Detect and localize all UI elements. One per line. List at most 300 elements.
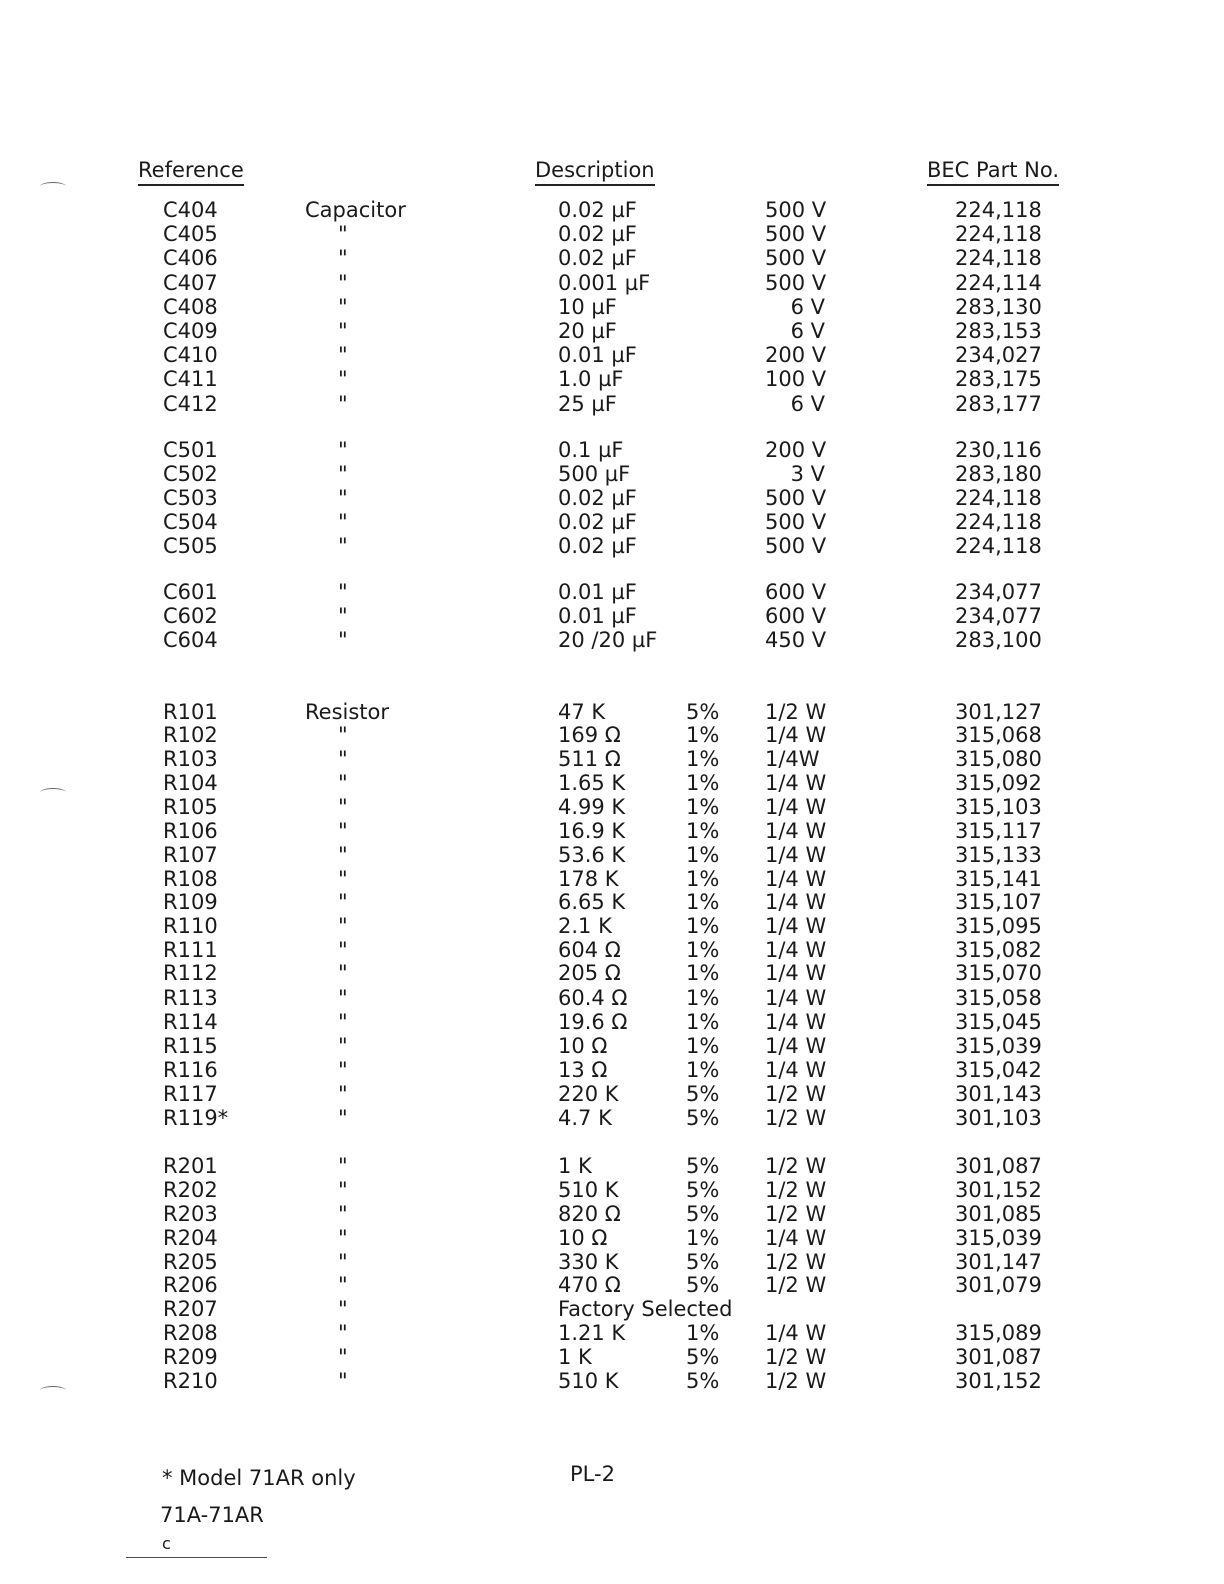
part-row — [0, 246, 1224, 270]
part-wattage: 1/4 W — [765, 1010, 827, 1034]
part-reference: C505 — [163, 534, 218, 558]
part-row — [0, 938, 1224, 962]
part-row — [0, 486, 1224, 510]
part-tolerance: 5% — [686, 1154, 720, 1178]
part-tolerance: 5% — [686, 1369, 720, 1393]
part-number: 301,143 — [955, 1082, 1042, 1106]
part-number: 224,118 — [955, 534, 1042, 558]
part-tolerance: 5% — [686, 1202, 720, 1226]
footnote: * Model 71AR only — [162, 1466, 356, 1490]
part-voltage: 200 V — [765, 438, 827, 462]
part-wattage: 1/4 W — [765, 1034, 827, 1058]
part-number: 301,127 — [955, 700, 1042, 724]
part-value: 0.001 µF — [558, 271, 651, 295]
part-tolerance: 1% — [686, 771, 720, 795]
part-reference: R106 — [163, 819, 218, 843]
part-number: 301,085 — [955, 1202, 1042, 1226]
part-row — [0, 295, 1224, 319]
part-tolerance: 1% — [686, 795, 720, 819]
ditto-mark: " — [338, 1082, 348, 1106]
part-reference: R104 — [163, 771, 218, 795]
part-row — [0, 1082, 1224, 1106]
ditto-mark: " — [338, 1154, 348, 1178]
ditto-mark: " — [338, 1034, 348, 1058]
part-number: 283,180 — [955, 462, 1042, 486]
part-row — [0, 1250, 1224, 1274]
ditto-mark: " — [338, 1321, 348, 1345]
part-number: 315,089 — [955, 1321, 1042, 1345]
part-wattage: 1/4 W — [765, 890, 827, 914]
part-reference: C502 — [163, 462, 218, 486]
part-tolerance: 5% — [686, 1345, 720, 1369]
part-row — [0, 1058, 1224, 1082]
ditto-mark: " — [338, 1010, 348, 1034]
part-value: Factory Selected — [558, 1297, 733, 1321]
part-number: 315,068 — [955, 723, 1042, 747]
part-reference: C410 — [163, 343, 218, 367]
reference-column-header: Reference — [138, 158, 244, 182]
part-voltage: 500 V — [765, 246, 827, 270]
part-number: 301,152 — [955, 1369, 1042, 1393]
part-tolerance: 1% — [686, 890, 720, 914]
part-tolerance: 5% — [686, 1082, 720, 1106]
part-row — [0, 961, 1224, 985]
part-value: 820 Ω — [558, 1202, 621, 1226]
part-voltage: 500 V — [765, 534, 827, 558]
part-row — [0, 1178, 1224, 1202]
part-tolerance: 1% — [686, 1321, 720, 1345]
part-value: 330 K — [558, 1250, 619, 1274]
part-reference: R107 — [163, 843, 218, 867]
part-row — [0, 771, 1224, 795]
part-tolerance: 1% — [686, 747, 720, 771]
part-reference: C602 — [163, 604, 218, 628]
part-number: 301,147 — [955, 1250, 1042, 1274]
part-reference: R207 — [163, 1297, 218, 1321]
part-reference: R116 — [163, 1058, 218, 1082]
part-wattage: 1/2 W — [765, 1369, 827, 1393]
punch-mark — [40, 788, 66, 797]
part-tolerance: 1% — [686, 938, 720, 962]
part-value: 13 Ω — [558, 1058, 608, 1082]
part-value: 1 K — [558, 1154, 592, 1178]
part-wattage: 1/2 W — [765, 1202, 827, 1226]
part-voltage: 100 V — [765, 367, 827, 391]
part-reference: C411 — [163, 367, 218, 391]
part-row — [0, 819, 1224, 843]
part-row — [0, 867, 1224, 891]
part-reference: R202 — [163, 1178, 218, 1202]
part-reference: C404 — [163, 198, 218, 222]
part-wattage: 1/4 W — [765, 961, 827, 985]
part-value: 1.0 µF — [558, 367, 624, 391]
part-value: 0.02 µF — [558, 222, 637, 246]
part-value: 10 µF — [558, 295, 617, 319]
part-number: 224,118 — [955, 198, 1042, 222]
part-number: 230,116 — [955, 438, 1042, 462]
part-value: 2.1 K — [558, 914, 612, 938]
part-reference: R110 — [163, 914, 218, 938]
part-value: 510 K — [558, 1369, 619, 1393]
ditto-mark: " — [338, 1297, 348, 1321]
part-wattage: 1/2 W — [765, 1154, 827, 1178]
part-number: 315,117 — [955, 819, 1042, 843]
part-number: 234,077 — [955, 604, 1042, 628]
part-voltage: 450 V — [765, 628, 827, 652]
part-row — [0, 604, 1224, 628]
part-reference: R113 — [163, 986, 218, 1010]
part-number: 283,175 — [955, 367, 1042, 391]
part-value: 19.6 Ω — [558, 1010, 628, 1034]
part-number: 315,082 — [955, 938, 1042, 962]
part-value: 604 Ω — [558, 938, 621, 962]
part-wattage: 1/2 W — [765, 1178, 827, 1202]
part-row — [0, 580, 1224, 604]
part-tolerance: 5% — [686, 1178, 720, 1202]
part-row — [0, 747, 1224, 771]
part-number: 315,095 — [955, 914, 1042, 938]
part-row — [0, 1321, 1224, 1345]
part-reference: R111 — [163, 938, 218, 962]
part-reference: C406 — [163, 246, 218, 270]
part-number: 224,118 — [955, 510, 1042, 534]
part-wattage: 1/4 W — [765, 1058, 827, 1082]
part-type: Resistor — [305, 700, 389, 724]
ditto-mark: " — [338, 222, 348, 246]
ditto-mark: " — [338, 367, 348, 391]
part-wattage: 1/2 W — [765, 1106, 827, 1130]
part-row — [0, 1202, 1224, 1226]
punch-mark — [40, 1386, 66, 1395]
ditto-mark: " — [338, 1250, 348, 1274]
part-reference: C601 — [163, 580, 218, 604]
part-value: 0.01 µF — [558, 580, 637, 604]
part-number: 315,042 — [955, 1058, 1042, 1082]
part-number: 315,141 — [955, 867, 1042, 891]
part-value: 178 K — [558, 867, 619, 891]
part-value: 511 Ω — [558, 747, 621, 771]
ditto-mark: " — [338, 438, 348, 462]
ditto-mark: " — [338, 1202, 348, 1226]
part-row — [0, 795, 1224, 819]
part-value: 6.65 K — [558, 890, 626, 914]
part-tolerance: 1% — [686, 961, 720, 985]
part-row — [0, 343, 1224, 367]
part-wattage: 1/2 W — [765, 1345, 827, 1369]
part-value: 1.65 K — [558, 771, 626, 795]
part-reference: C412 — [163, 392, 218, 416]
part-voltage: 500 V — [765, 271, 827, 295]
part-number: 301,079 — [955, 1273, 1042, 1297]
part-tolerance: 1% — [686, 1010, 720, 1034]
part-row — [0, 222, 1224, 246]
part-number: 315,133 — [955, 843, 1042, 867]
ditto-mark: " — [338, 890, 348, 914]
part-row — [0, 319, 1224, 343]
part-value: 1 K — [558, 1345, 592, 1369]
part-value: 0.02 µF — [558, 246, 637, 270]
part-tolerance: 1% — [686, 867, 720, 891]
part-value: 500 µF — [558, 462, 631, 486]
part-value: 16.9 K — [558, 819, 626, 843]
part-number: 301,152 — [955, 1178, 1042, 1202]
ditto-mark: " — [338, 1226, 348, 1250]
part-value: 10 Ω — [558, 1034, 608, 1058]
ditto-mark: " — [338, 392, 348, 416]
ditto-mark: " — [338, 771, 348, 795]
part-row — [0, 914, 1224, 938]
ditto-mark: " — [338, 1058, 348, 1082]
part-row — [0, 1273, 1224, 1297]
part-value: 0.01 µF — [558, 343, 637, 367]
part-tolerance: 1% — [686, 819, 720, 843]
part-wattage: 1/4 W — [765, 1226, 827, 1250]
ditto-mark: " — [338, 843, 348, 867]
ditto-mark: " — [338, 510, 348, 534]
part-voltage: 600 V — [765, 604, 827, 628]
part-value: 60.4 Ω — [558, 986, 628, 1010]
part-value: 10 Ω — [558, 1226, 608, 1250]
part-tolerance: 1% — [686, 914, 720, 938]
part-wattage: 1/4 W — [765, 867, 827, 891]
part-voltage: 600 V — [765, 580, 827, 604]
part-number: 301,087 — [955, 1345, 1042, 1369]
part-number: 315,070 — [955, 961, 1042, 985]
part-row — [0, 723, 1224, 747]
part-row — [0, 392, 1224, 416]
part-reference: R105 — [163, 795, 218, 819]
part-tolerance: 1% — [686, 1058, 720, 1082]
part-wattage: 1/2 W — [765, 1250, 827, 1274]
part-value: 169 Ω — [558, 723, 621, 747]
ditto-mark: " — [338, 462, 348, 486]
part-number: 224,114 — [955, 271, 1042, 295]
part-tolerance: 1% — [686, 1034, 720, 1058]
part-wattage: 1/4 W — [765, 819, 827, 843]
part-value: 0.02 µF — [558, 486, 637, 510]
ditto-mark: " — [338, 295, 348, 319]
part-number: 315,039 — [955, 1034, 1042, 1058]
ditto-mark: " — [338, 961, 348, 985]
part-reference: C408 — [163, 295, 218, 319]
part-number: 283,177 — [955, 392, 1042, 416]
part-row — [0, 1034, 1224, 1058]
part-number: 224,118 — [955, 246, 1042, 270]
part-row — [0, 700, 1224, 724]
part-value: 0.1 µF — [558, 438, 624, 462]
part-number: 234,077 — [955, 580, 1042, 604]
part-row — [0, 628, 1224, 652]
part-row — [0, 1369, 1224, 1393]
part-reference: C501 — [163, 438, 218, 462]
part-type: Capacitor — [305, 198, 406, 222]
ditto-mark: " — [338, 1369, 348, 1393]
part-row — [0, 198, 1224, 222]
part-number: 315,039 — [955, 1226, 1042, 1250]
ditto-mark: " — [338, 819, 348, 843]
part-reference: R103 — [163, 747, 218, 771]
part-voltage: 6 V — [790, 295, 825, 319]
part-row — [0, 534, 1224, 558]
ditto-mark: " — [338, 580, 348, 604]
description-column-header: Description — [535, 158, 655, 182]
ditto-mark: " — [338, 914, 348, 938]
part-voltage: 500 V — [765, 198, 827, 222]
part-number: 301,087 — [955, 1154, 1042, 1178]
part-wattage: 1/2 W — [765, 700, 827, 724]
part-voltage: 6 V — [790, 319, 825, 343]
part-number-column-header: BEC Part No. — [927, 158, 1059, 182]
part-value: 1.21 K — [558, 1321, 626, 1345]
part-number: 234,027 — [955, 343, 1042, 367]
part-row — [0, 1297, 1224, 1321]
part-number: 283,153 — [955, 319, 1042, 343]
part-voltage: 500 V — [765, 486, 827, 510]
part-reference: C407 — [163, 271, 218, 295]
part-number: 315,092 — [955, 771, 1042, 795]
part-wattage: 1/4W — [765, 747, 820, 771]
part-reference: C405 — [163, 222, 218, 246]
part-voltage: 200 V — [765, 343, 827, 367]
part-row — [0, 1010, 1224, 1034]
part-reference: R209 — [163, 1345, 218, 1369]
part-reference: R102 — [163, 723, 218, 747]
part-tolerance: 5% — [686, 1250, 720, 1274]
part-tolerance: 5% — [686, 700, 720, 724]
part-row — [0, 438, 1224, 462]
part-tolerance: 1% — [686, 986, 720, 1010]
ditto-mark: " — [338, 1106, 348, 1130]
page-number: PL-2 — [570, 1462, 615, 1486]
ditto-mark: " — [338, 246, 348, 270]
part-voltage: 3 V — [790, 462, 825, 486]
part-tolerance: 1% — [686, 843, 720, 867]
part-value: 0.02 µF — [558, 510, 637, 534]
part-reference: R108 — [163, 867, 218, 891]
part-row — [0, 843, 1224, 867]
part-wattage: 1/2 W — [765, 1273, 827, 1297]
part-row — [0, 986, 1224, 1010]
ditto-mark: " — [338, 628, 348, 652]
part-voltage: 500 V — [765, 510, 827, 534]
bottom-rule — [126, 1557, 267, 1558]
part-tolerance: 5% — [686, 1106, 720, 1130]
part-reference: C604 — [163, 628, 218, 652]
part-reference: R205 — [163, 1250, 218, 1274]
part-reference: R206 — [163, 1273, 218, 1297]
ditto-mark: " — [338, 343, 348, 367]
part-wattage: 1/4 W — [765, 986, 827, 1010]
part-reference: C504 — [163, 510, 218, 534]
ditto-mark: " — [338, 986, 348, 1010]
ditto-mark: " — [338, 271, 348, 295]
part-value: 47 K — [558, 700, 606, 724]
ditto-mark: " — [338, 486, 348, 510]
part-reference: R117 — [163, 1082, 218, 1106]
part-reference: R114 — [163, 1010, 218, 1034]
ditto-mark: " — [338, 1178, 348, 1202]
part-value: 0.02 µF — [558, 198, 637, 222]
part-tolerance: 1% — [686, 1226, 720, 1250]
part-row — [0, 462, 1224, 486]
part-row — [0, 890, 1224, 914]
part-wattage: 1/4 W — [765, 723, 827, 747]
part-value: 20 µF — [558, 319, 617, 343]
part-tolerance: 1% — [686, 723, 720, 747]
ditto-mark: " — [338, 795, 348, 819]
part-value: 4.7 K — [558, 1106, 612, 1130]
part-wattage: 1/4 W — [765, 843, 827, 867]
part-reference: R208 — [163, 1321, 218, 1345]
part-reference: R203 — [163, 1202, 218, 1226]
part-number: 315,107 — [955, 890, 1042, 914]
part-reference: R112 — [163, 961, 218, 985]
part-wattage: 1/4 W — [765, 795, 827, 819]
part-row — [0, 367, 1224, 391]
part-value: 53.6 K — [558, 843, 626, 867]
part-number: 224,118 — [955, 222, 1042, 246]
part-value: 25 µF — [558, 392, 617, 416]
part-value: 510 K — [558, 1178, 619, 1202]
ditto-mark: " — [338, 1273, 348, 1297]
ditto-mark: " — [338, 747, 348, 771]
part-wattage: 1/4 W — [765, 771, 827, 795]
part-tolerance: 5% — [686, 1273, 720, 1297]
part-number: 315,058 — [955, 986, 1042, 1010]
part-reference: R204 — [163, 1226, 218, 1250]
ditto-mark: " — [338, 938, 348, 962]
part-row — [0, 1226, 1224, 1250]
ditto-mark: " — [338, 867, 348, 891]
part-value: 4.99 K — [558, 795, 626, 819]
part-reference: C503 — [163, 486, 218, 510]
part-row — [0, 271, 1224, 295]
part-reference: R101 — [163, 700, 218, 724]
part-reference: C409 — [163, 319, 218, 343]
part-wattage: 1/4 W — [765, 914, 827, 938]
part-number: 315,045 — [955, 1010, 1042, 1034]
part-reference: R115 — [163, 1034, 218, 1058]
part-number: 315,103 — [955, 795, 1042, 819]
part-wattage: 1/4 W — [765, 1321, 827, 1345]
part-value: 220 K — [558, 1082, 619, 1106]
part-value: 470 Ω — [558, 1273, 621, 1297]
part-number: 283,100 — [955, 628, 1042, 652]
part-wattage: 1/2 W — [765, 1082, 827, 1106]
part-voltage: 6 V — [790, 392, 825, 416]
ditto-mark: " — [338, 1345, 348, 1369]
part-value: 205 Ω — [558, 961, 621, 985]
model-label: 71A-71AR — [160, 1503, 264, 1527]
part-reference: R201 — [163, 1154, 218, 1178]
part-number: 315,080 — [955, 747, 1042, 771]
part-value: 0.01 µF — [558, 604, 637, 628]
part-value: 0.02 µF — [558, 534, 637, 558]
part-reference: R109 — [163, 890, 218, 914]
punch-mark — [40, 182, 66, 191]
ditto-mark: " — [338, 534, 348, 558]
part-number: 301,103 — [955, 1106, 1042, 1130]
ditto-mark: " — [338, 319, 348, 343]
part-number: 224,118 — [955, 486, 1042, 510]
part-row — [0, 1345, 1224, 1369]
part-row — [0, 510, 1224, 534]
ditto-mark: " — [338, 723, 348, 747]
part-wattage: 1/4 W — [765, 938, 827, 962]
revision-label: c — [162, 1534, 171, 1553]
part-voltage: 500 V — [765, 222, 827, 246]
part-reference: R210 — [163, 1369, 218, 1393]
